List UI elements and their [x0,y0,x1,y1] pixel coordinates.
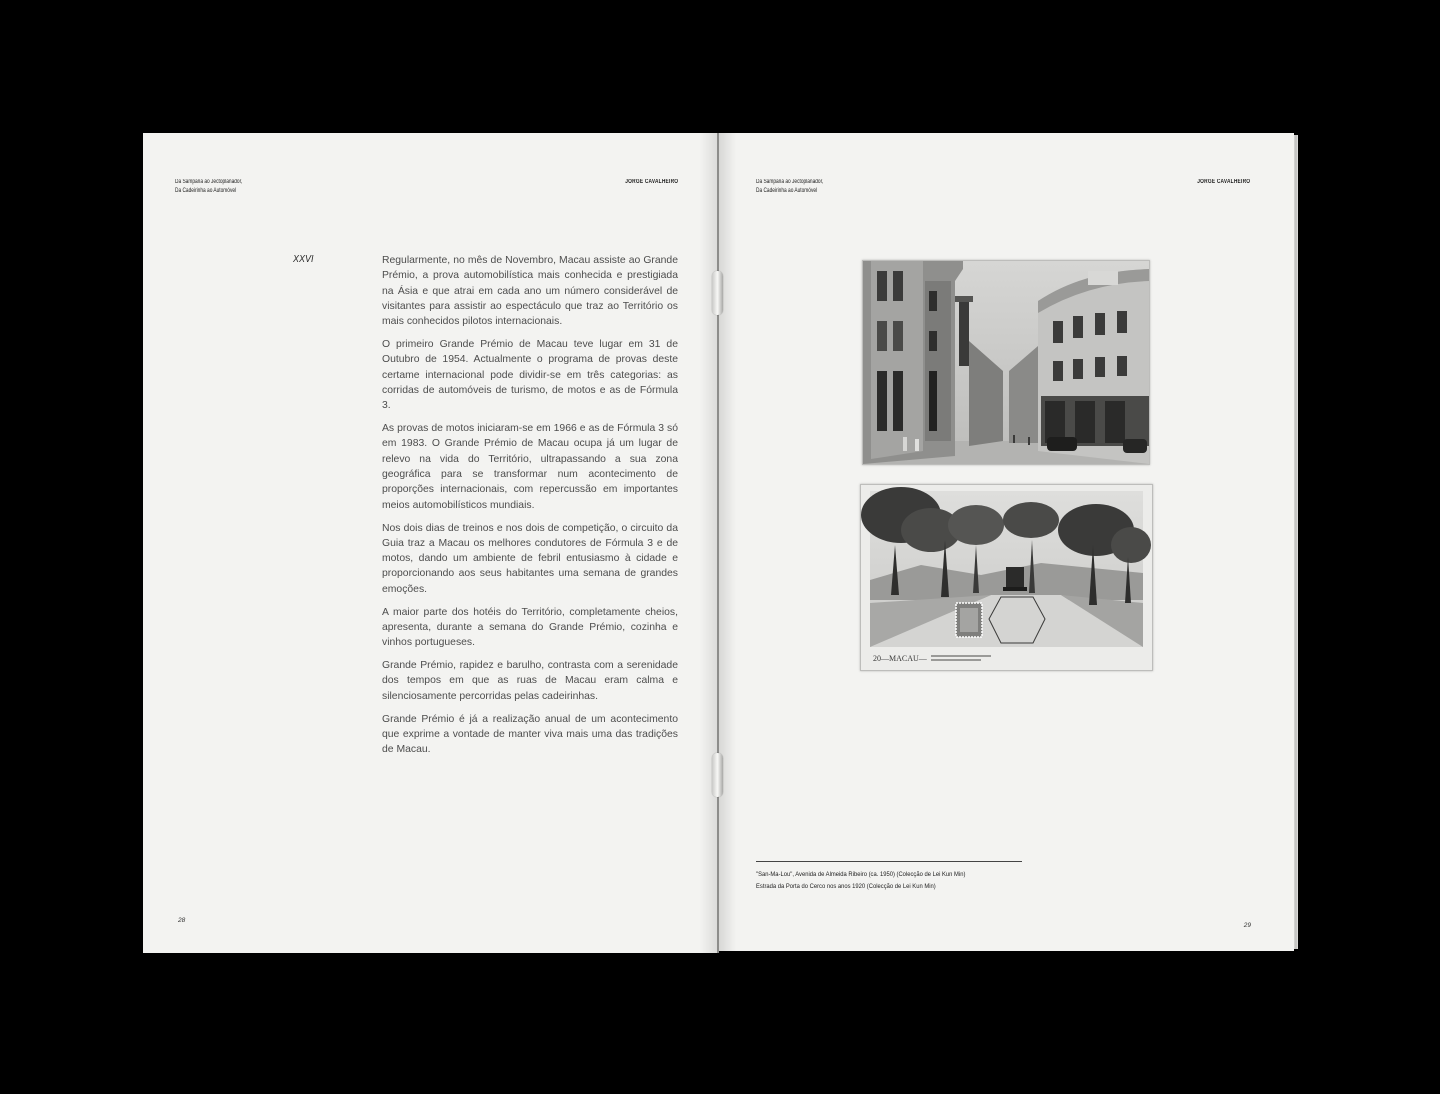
staple-bottom [712,753,723,797]
postcard-image [861,485,1152,670]
gutter-shadow [718,133,736,951]
street-photo [862,260,1150,465]
paragraph: Grande Prémio é já a realização anual de um acontecimento que exprime a vontade de manter viva mais uma das tradições de Macau. [382,713,678,756]
street-photo-image [863,261,1149,464]
page-number-left: 28 [178,917,186,924]
running-head [756,178,823,196]
caption-rule [756,861,1022,862]
paragraph: As provas de motos iniciaram-se em 1966 e as de Fórmula 3 só em 1983. O Grande Prémio de Macau ocupa já um lugar de relevo na vida do Território, ultrapassando a sua zona geográfica para se transformar num acontecimento de proporções internacionais, com repercussão em importantes meios automobilísticos mundiais. [382,423,678,511]
running-head-line-2: Da Cadeirinha ao Automóvel [175,188,237,194]
running-head-line-2: Da Cadeirinha ao Automóvel [756,188,818,194]
chapter-number: XXVI [293,254,314,265]
staple-top [712,271,723,315]
page-number-right: 29 [1243,922,1251,929]
right-page [718,133,1294,951]
running-head-line-1: Da Sampana ao Jectoplanador, [756,179,824,185]
paragraph: Regularmente, no mês de Novembro, Macau assiste ao Grande Prémio, a prova automobilística mais conhecida e prestigiada na Ásia e que atrai em cada ano um número considerável de visitantes para assistir ao espectáculo que traz ao Território os mais conhecidos pilotos internacionais. [382,255,678,328]
paragraph: Grande Prémio, rapidez e barulho, contrasta com a serenidade dos tempos em que as ruas de Macau eram calma e silenciosamente percorridas pelas cadeirinhas. [382,660,678,702]
book-spread [143,133,1298,953]
postcard-photo [860,484,1153,671]
author-name: JORGE CAVALHEIRO [1197,179,1250,185]
gutter-shadow [700,133,718,953]
page-edges [1294,135,1298,949]
caption-line: "San-Ma-Lou", Avenida de Almeida Ribeiro (ca. 1950) (Colecção de Lei Kun Min) [756,871,966,878]
paragraph: A maior parte dos hotéis do Território, completamente cheios, apresenta, durante a semana do Grande Prémio, cozinha e vinhos portugueses. [382,606,678,649]
paragraph: O primeiro Grande Prémio de Macau teve lugar em 31 de Outubro de 1954. Actualmente o programa de provas deste certame internacional pode dividir-se em três categorias: as corridas de automóveis de turismo, de motos e as de Fórmula 3. [382,339,678,412]
author-name: JORGE CAVALHEIRO [625,179,678,185]
postcard-label: 20—MACAU— [873,654,927,663]
running-head [175,178,242,196]
paragraph: Nos dois dias de treinos e nos dois de competição, o circuito da Guia traz a Macau os melhores condutores de Fórmula 3 e de motos, dando um ambiente de febril entusiasmo à cidade e proporcionando aos seus habitantes uma semana de grandes emoções. [382,522,678,595]
left-page [143,133,718,953]
photo-captions [756,869,965,893]
caption-line: Estrada da Porta do Cerco nos anos 1920 (Colecção de Lei Kun Min) [756,883,936,890]
spine [717,133,719,953]
body-text [382,253,678,765]
running-head-line-1: Da Sampana ao Jectoplanador, [175,179,243,185]
